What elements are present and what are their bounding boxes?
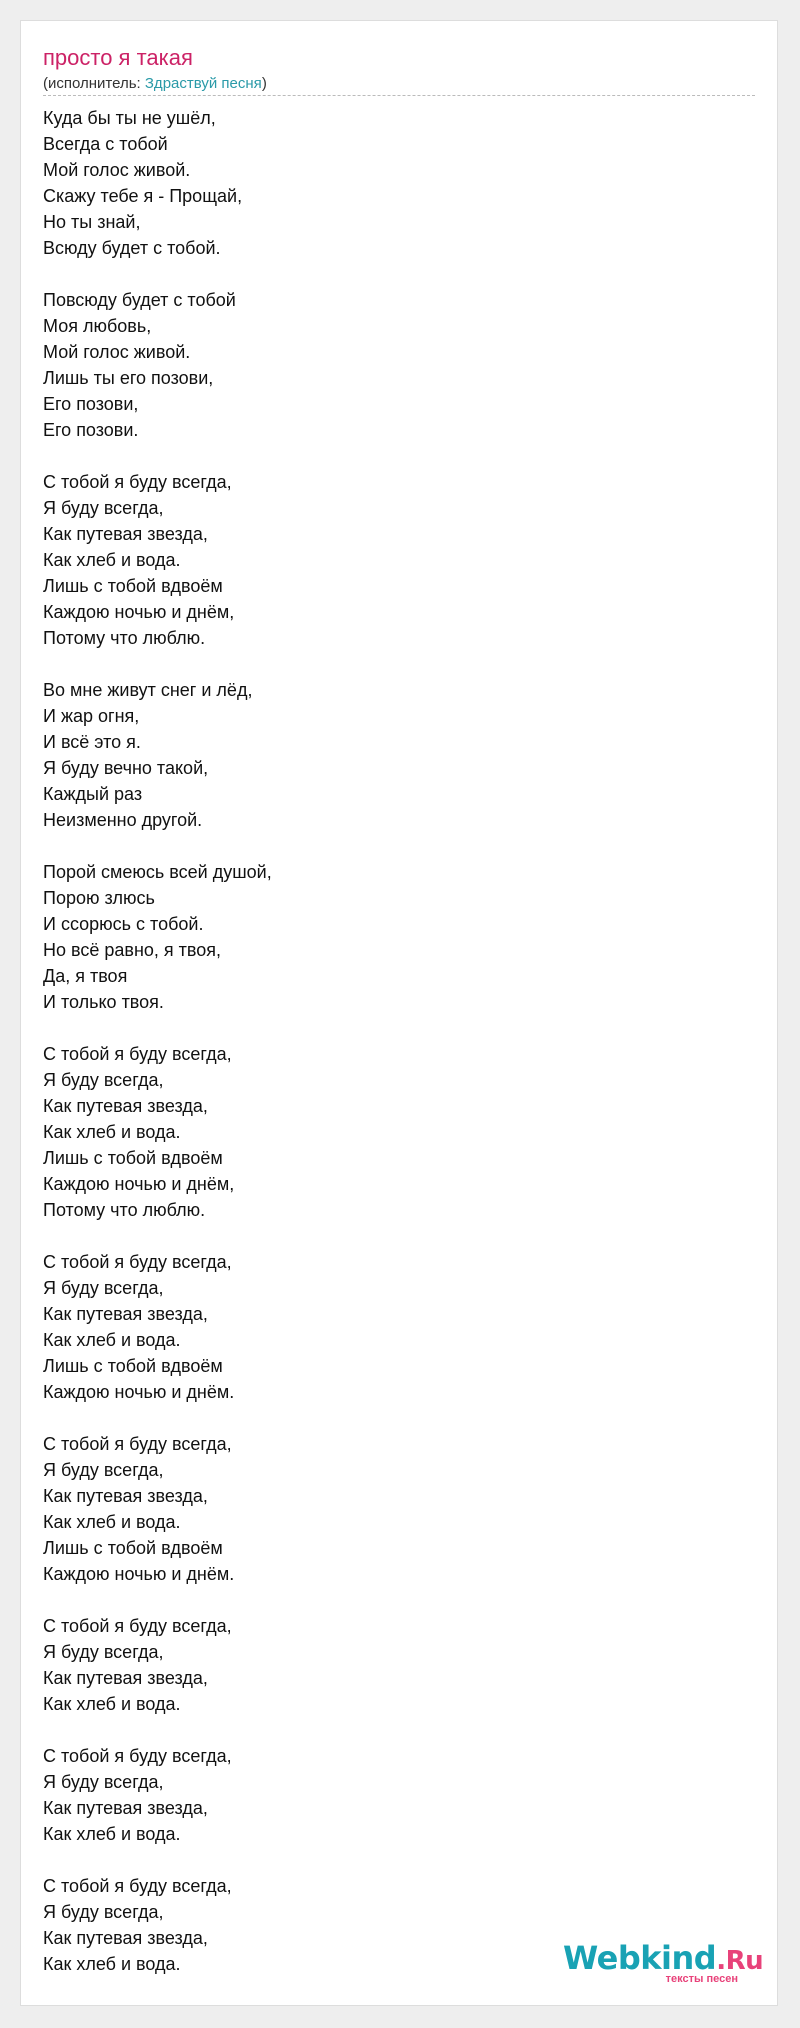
- artist-line: [43, 74, 755, 96]
- song-title: просто я такая: [43, 45, 193, 70]
- logo-suffix: .Ru: [716, 1946, 764, 1976]
- lyrics-text: Куда бы ты не ушёл, Всегда с тобой Мой голос живой. Скажу тебе я - Прощай, Но ты знай, Всюду будет с тобой. Повсюду будет с тобой Моя любовь, Мой голос живой. Лишь ты его позови, Его позови, Его позови. С тобой я буду всегда, Я буду всегда, Как путевая звезда, Как хлеб и вода. Лишь с тобой вдвоём Каждою ночью и днём, Потому что люблю. Во мне живут снег и лёд, И жар огня, И всё это я. Я буду вечно такой, Каждый раз Неизменно другой. Порой смеюсь всей душой, Порою злюсь И ссорюсь с тобой. Но всё равно, я твоя, Да, я твоя И только твоя. С тобой я буду всегда, Я буду всегда, Как путевая звезда, Как хлеб и вода. Лишь с тобой вдвоём Каждою ночью и днём, Потому что люблю. С тобой я буду всегда, Я буду всегда, Как путевая звезда, Как хлеб и вода. Лишь с тобой вдвоём Каждою ночью и днём. С тобой я буду всегда, Я буду всегда, Как путевая звезда, Как хлеб и вода. Лишь с тобой вдвоём Каждою ночью и днём. С тобой я буду всегда, Я буду всегда, Как путевая звезда, Как хлеб и вода. С тобой я буду всегда, Я буду всегда, Как путевая звезда, Как хлеб и вода. С тобой я буду всегда, Я буду всегда, Как путевая звезда, Как хлеб и вода.: [43, 108, 272, 1974]
- lyrics-card: [20, 20, 778, 2006]
- artist-link[interactable]: Здраствуй песня: [144, 75, 262, 92]
- site-logo[interactable]: [563, 1938, 764, 1986]
- logo-tagline: тексты песен: [665, 1973, 738, 1985]
- artist-prefix: (исполнитель:: [43, 75, 145, 92]
- artist-suffix: ): [261, 75, 267, 92]
- logo-main-text: Webkind: [563, 1939, 717, 1977]
